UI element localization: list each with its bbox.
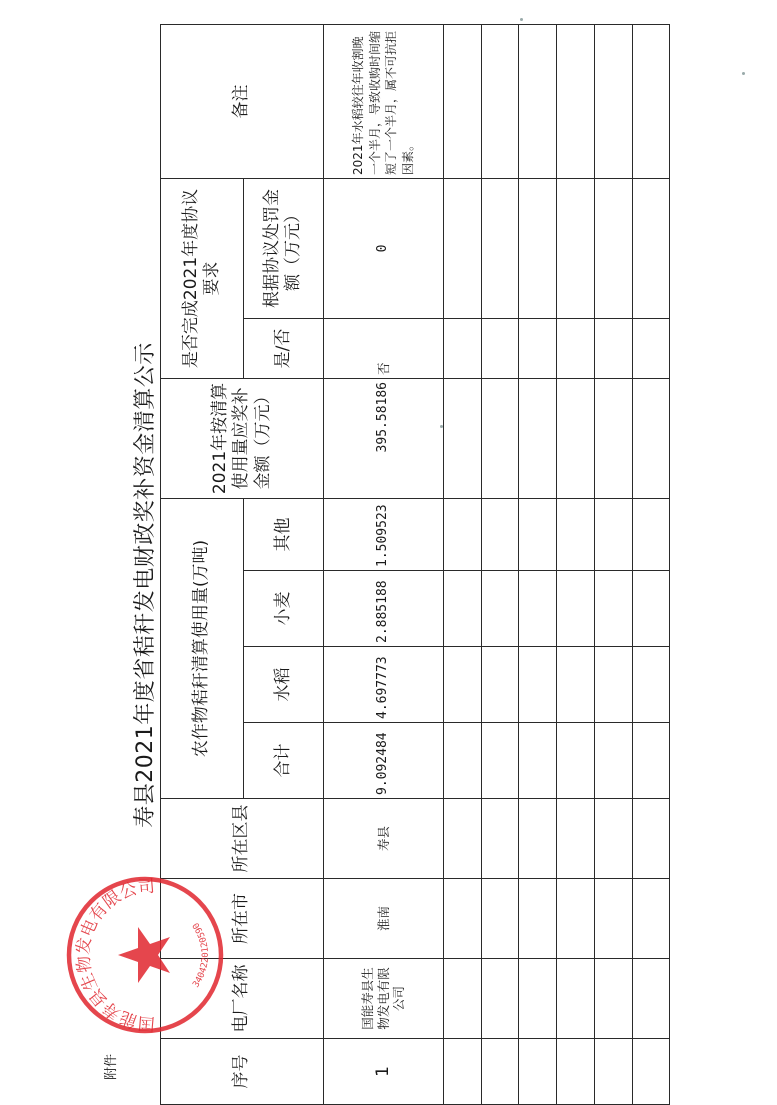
scan-speck bbox=[440, 425, 443, 428]
header-agreement-group: 是否完成2021年度协议要求 bbox=[161, 178, 244, 378]
cell-city: 淮南 bbox=[324, 879, 443, 959]
header-penalty: 根据协议处罚金额（万元） bbox=[243, 178, 323, 318]
cell-other: 1.509523 bbox=[324, 498, 443, 570]
svg-text:3404220120590: 3404220120590 bbox=[191, 920, 212, 990]
cell-plant-name: 国能寿县生物发电有限公司 bbox=[324, 959, 443, 1039]
header-usage-group: 农作物秸秆清算使用量(万吨) bbox=[161, 498, 244, 798]
header-yes-no: 是/否 bbox=[243, 318, 323, 378]
header-city: 所在市 bbox=[161, 879, 324, 959]
header-remarks: 备注 bbox=[161, 24, 324, 178]
empty-row bbox=[595, 24, 633, 1104]
header-subsidy: 2021年按清算使用量应奖补金额（万元） bbox=[161, 378, 324, 498]
header-plant-name: 电厂名称 bbox=[161, 959, 324, 1039]
cell-penalty: 0 bbox=[324, 178, 443, 318]
seal-graphic bbox=[60, 870, 230, 1040]
cell-index: 1 bbox=[324, 1039, 443, 1105]
empty-row bbox=[443, 24, 481, 1104]
cell-remarks: 2021年水稻较往年收割晚一个半月，导致收购时间缩短了一个半月，属不可抗拒因素。 bbox=[324, 24, 443, 178]
svg-text:国能寿县生物发电有限公司: 国能寿县生物发电有限公司 bbox=[73, 876, 156, 1034]
company-seal-stamp bbox=[60, 870, 230, 1040]
cell-total: 9.092484 bbox=[324, 723, 443, 799]
empty-row bbox=[481, 24, 519, 1104]
empty-row bbox=[519, 24, 557, 1104]
scan-speck bbox=[742, 72, 745, 75]
subsidy-table bbox=[160, 24, 670, 1105]
header-wheat: 小麦 bbox=[243, 571, 323, 647]
table-row bbox=[324, 24, 443, 1104]
rotated-table-wrapper bbox=[160, 30, 670, 1105]
header-county: 所在区县 bbox=[161, 799, 324, 879]
cell-county: 寿县 bbox=[324, 799, 443, 879]
attachment-label: 附件 bbox=[104, 1053, 119, 1080]
cell-subsidy: 395.58186 bbox=[324, 378, 443, 498]
document-title: 寿县2021年度省秸秆发电财政奖补资金清算公示 bbox=[133, 342, 158, 828]
header-rice: 水稻 bbox=[243, 647, 323, 723]
empty-row bbox=[633, 24, 670, 1104]
header-index: 序号 bbox=[161, 1039, 324, 1105]
header-other: 其他 bbox=[243, 498, 323, 570]
empty-row bbox=[557, 24, 595, 1104]
header-total: 合计 bbox=[243, 723, 323, 799]
cell-yes-no: 否 bbox=[324, 318, 443, 378]
scan-speck bbox=[520, 18, 523, 21]
cell-wheat: 2.885188 bbox=[324, 571, 443, 647]
cell-rice: 4.697773 bbox=[324, 647, 443, 723]
